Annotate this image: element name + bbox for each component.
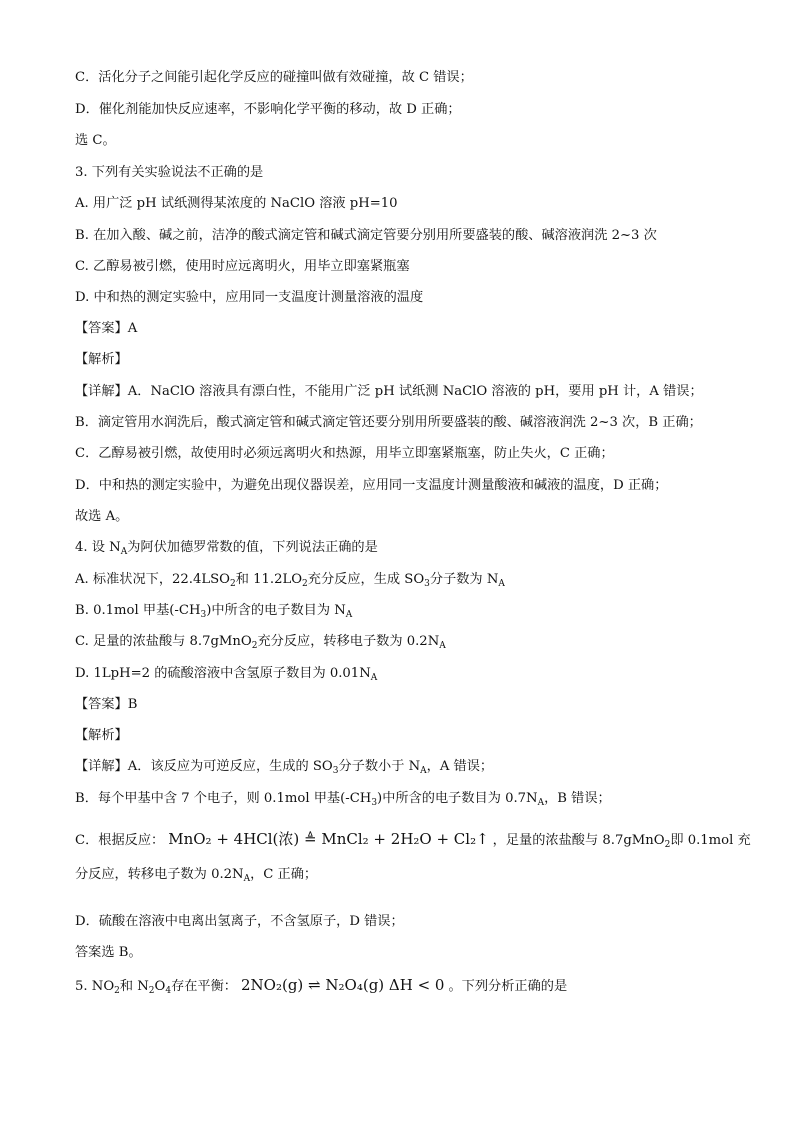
q4-explain-d: D．硫酸在溶液中电离出氢离子，不含氢原子，D 错误； — [75, 914, 404, 929]
q3-explain-c: C．乙醇易被引燃，故使用时必须远离明火和热源，用毕立即塞紧瓶塞，防止失火，C 正确； — [75, 446, 614, 461]
text: A. 标准状况下，22.4LSO — [75, 572, 230, 587]
subscript: A — [537, 798, 545, 808]
subscript: A — [345, 610, 353, 620]
q3-option-a: A. 用广泛 pH 试纸测得某浓度的 NaClO 溶液 pH=10 — [75, 196, 398, 211]
answer-value: A — [127, 321, 138, 336]
answer-label: 【答案】 — [75, 697, 128, 712]
q4-option-c — [75, 632, 754, 652]
text: C. 足量的浓盐酸与 8.7gMnO — [75, 634, 252, 649]
q3-answer — [75, 319, 754, 339]
text: 和 N — [119, 979, 149, 994]
subscript: A — [120, 547, 128, 557]
q4-explain-b — [75, 789, 754, 809]
text: 。下列分析正确的是 — [448, 979, 568, 994]
q3-explain-b: B．滴定管用水润洗后，酸式滴定管和碱式滴定管还要分别用所要盛装的酸、碱溶液润洗 2~3 次，B 正确； — [75, 415, 702, 430]
text: 5. NO — [75, 979, 115, 994]
text: ，C 正确； — [250, 867, 318, 882]
text: B．每个甲基中含 7 个电子，则 0.1mol 甲基(-CH — [75, 791, 372, 806]
text: 即 0.1mol 充分反应，转移电子数为 0.2N — [75, 833, 751, 882]
text: ，B 错误； — [544, 791, 611, 806]
text: 分子数小于 N — [338, 759, 421, 774]
text: ，足量的浓盐酸与 8.7gMnO — [492, 833, 665, 848]
answer-label: 【答案】 — [75, 321, 128, 336]
q3-option-d: D. 中和热的测定实验中，应用同一支温度计测量溶液的温度 — [75, 290, 424, 305]
equilibrium-equation: 2NO₂(g) ⇌ N₂O₄(g) ΔH < 0 — [241, 976, 445, 994]
q3-option-b: B. 在加入酸、碱之前，洁净的酸式滴定管和碱式滴定管要分别用所要盛装的酸、碱溶液润洗 2~3 次 — [75, 228, 657, 243]
subscript: 2 — [664, 840, 671, 850]
q3-option-c: C. 乙醇易被引燃，使用时应远离明火，用毕立即塞紧瓶塞 — [75, 259, 410, 274]
q4-selection: 答案选 B。 — [75, 945, 142, 960]
subscript: 2 — [302, 579, 308, 589]
text: ，A 错误； — [426, 759, 494, 774]
explain-label: 【详解】 — [75, 384, 128, 399]
q2-selection: 选 C。 — [75, 133, 116, 148]
q4-option-d — [75, 664, 754, 684]
text: O — [154, 979, 166, 994]
text: 为阿伏加德罗常数的值，下列说法正确的是 — [127, 540, 378, 555]
text: )中所含的电子数目为 0.7N — [377, 791, 538, 806]
subscript: A — [243, 874, 251, 884]
q4-option-a — [75, 570, 754, 590]
text: 和 11.2LO — [235, 572, 303, 587]
q3-explain-d: D．中和热的测定实验中，为避免出现仪器误差，应用同一支温度计测量酸液和碱液的温度，D 正确； — [75, 478, 668, 493]
subscript: 3 — [332, 766, 339, 776]
text: A．该反应为可逆反应，生成的 SO — [127, 759, 333, 774]
q3-stem: 3. 下列有关实验说法不正确的是 — [75, 165, 264, 180]
q3-explain-a — [75, 382, 754, 402]
subscript: A — [420, 766, 427, 776]
subscript: 4 — [165, 986, 172, 996]
text: C．根据反应： — [75, 833, 165, 848]
q5-stem — [75, 975, 754, 997]
q4-stem — [75, 538, 754, 558]
text: 分子数为 N — [429, 572, 499, 587]
subscript: 2 — [251, 641, 258, 651]
subscript: A — [370, 673, 378, 683]
subscript: 2 — [114, 986, 120, 996]
q3-analysis-label: 【解析】 — [75, 352, 128, 367]
q4-answer — [75, 695, 754, 715]
explain-label: 【详解】 — [75, 759, 128, 774]
q4-analysis-label: 【解析】 — [75, 728, 128, 743]
subscript: A — [498, 579, 505, 589]
text: 4. 设 N — [75, 540, 121, 555]
q2-option-c-explain: C．活化分子之间能引起化学反应的碰撞叫做有效碰撞，故 C 错误； — [75, 70, 473, 85]
text: B. 0.1mol 甲基(-CH — [75, 603, 201, 618]
subscript: 3 — [424, 579, 430, 589]
text: 存在平衡： — [171, 979, 237, 994]
q4-option-b — [75, 601, 754, 621]
reaction-equation: MnO₂ + 4HCl(浓) ≜ MnCl₂ + 2H₂O + Cl₂↑ — [168, 830, 489, 848]
text: 充分反应，生成 SO — [307, 572, 425, 587]
q4-explain-c — [75, 822, 754, 892]
q3-selection: 故选 A。 — [75, 509, 129, 524]
subscript: 2 — [230, 579, 236, 589]
subscript: 3 — [371, 798, 378, 808]
text: )中所含的电子数目为 N — [206, 603, 346, 618]
subscript: 3 — [200, 610, 207, 620]
subscript: 2 — [148, 986, 155, 996]
text: 充分反应，转移电子数为 0.2N — [257, 634, 440, 649]
q4-explain-a — [75, 757, 754, 777]
text: D. 1LpH=2 的硫酸溶液中含氢原子数目为 0.01N — [75, 666, 371, 681]
answer-value: B — [127, 697, 138, 712]
explain-text: A．NaClO 溶液具有漂白性，不能用广泛 pH 试纸测 NaClO 溶液的 pH，要用 pH 计，A 错误； — [127, 384, 703, 399]
subscript: A — [439, 641, 446, 651]
q2-option-d-explain: D．催化剂能加快反应速率，不影响化学平衡的移动，故 D 正确； — [75, 102, 461, 117]
